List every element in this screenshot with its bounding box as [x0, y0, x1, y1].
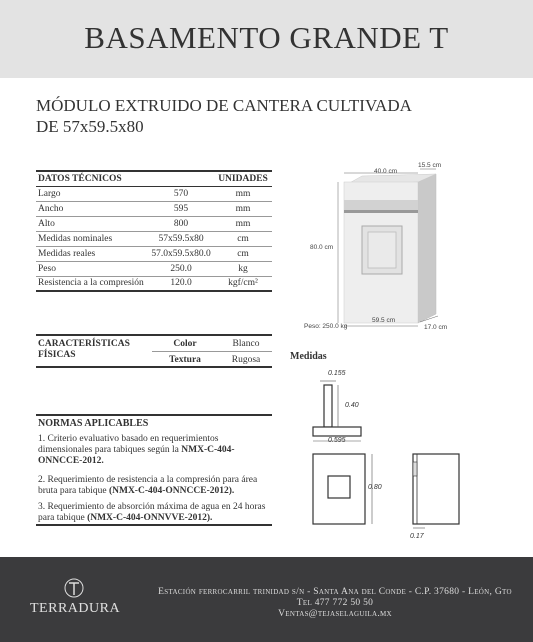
brand-name: TERRADURA [30, 601, 121, 616]
table-header-cell: DATOS TÉCNICOS [36, 171, 148, 186]
texture-key: Textura [169, 355, 201, 365]
table-cell: cm [214, 231, 272, 246]
table-cell: 57x59.5x80 [148, 231, 214, 246]
standard-2-text: 2. Requerimiento de resistencia a la compresión para área bruta para tabique [38, 475, 258, 496]
table-cell: Peso [36, 261, 148, 276]
table-cell: mm [214, 216, 272, 231]
table-cell: 570 [148, 186, 214, 201]
standard-1-text: 1. Criterio evaluativo basado en requerimientos dimensionales para tabiques según la [38, 434, 219, 455]
footer-email: Ventas@tejaselaguila.mx [278, 609, 392, 619]
dim-0-80: 0.80 [368, 484, 382, 491]
characteristics-label-line-2: FÍSICAS [38, 350, 76, 360]
table-cell: cm [214, 246, 272, 261]
table-cell: mm [214, 201, 272, 216]
header-band [0, 0, 533, 78]
table-cell: Largo [36, 186, 148, 201]
standard-3-code: (NMX-C-404-ONNVVE-2012). [87, 513, 213, 523]
footer-address: Estación ferrocarril trinidad s/n - Santa Ana del Conde - C.P. 37680 - León, Gto [158, 587, 512, 597]
table-cell: kgf/cm² [214, 276, 272, 291]
dim-label-40cm: 40.0 cm [374, 168, 398, 175]
standard-3 [38, 502, 270, 524]
footer [0, 557, 533, 642]
dim-0-595: 0.595 [328, 437, 346, 444]
table-cell: 120.0 [148, 276, 214, 291]
table-cell: 57.0x59.5x80.0 [148, 246, 214, 261]
front-view-drawing [310, 452, 390, 532]
table-row [36, 231, 272, 246]
page-title: BASAMENTO GRANDE T [84, 20, 449, 55]
table-row [36, 276, 272, 291]
table-row [36, 216, 272, 231]
subtitle-line-1: MÓDULO EXTRUIDO DE CANTERA CULTIVADA [36, 96, 412, 115]
table-cell: Alto [36, 216, 148, 231]
technical-data-table [36, 170, 272, 292]
table-header-cell: UNIDADES [214, 171, 272, 186]
table-cell: Resistencia a la compresión [36, 276, 148, 291]
table-row [36, 186, 272, 201]
standard-1-code: NMX-C-404-ONNCCE-2012. [38, 445, 235, 466]
table-cell: 800 [148, 216, 214, 231]
dim-0-40: 0.40 [345, 402, 359, 409]
dim-label-80cm: 80.0 cm [310, 244, 334, 251]
table-row [36, 261, 272, 276]
side-view-drawing [405, 452, 465, 532]
table-cell: Medidas reales [36, 246, 148, 261]
dim-0-17: 0.17 [410, 533, 424, 540]
standards-title: NORMAS APLICABLES [38, 418, 149, 429]
dim-label-17cm: 17.0 cm [424, 324, 448, 331]
table-cell: mm [214, 186, 272, 201]
standard-1 [38, 434, 270, 467]
dim-label-59-5cm: 59.5 cm [372, 317, 396, 324]
characteristics-label-line-1: CARACTERÍSTICAS [38, 339, 130, 349]
table-row [36, 201, 272, 216]
texture-row [152, 353, 272, 368]
standard-3-text: 3. Requerimiento de absorción máxima de agua en 24 horas para tabique [38, 502, 266, 523]
standard-2-code: (NMX-C-404-ONNCCE-2012). [108, 486, 235, 496]
standard-2 [38, 475, 270, 497]
weight-label: Peso: 250.0 kg [304, 323, 348, 330]
color-key: Color [173, 339, 197, 349]
table-cell: 250.0 [148, 261, 214, 276]
color-row [152, 337, 272, 352]
texture-value: Rugosa [231, 355, 261, 365]
dim-label-15-5cm: 15.5 cm [418, 162, 442, 169]
physical-characteristics [36, 334, 272, 368]
table-cell: kg [214, 261, 272, 276]
color-value: Blanco [232, 339, 260, 349]
table-row [36, 246, 272, 261]
terradura-logo-icon [64, 577, 84, 599]
applicable-standards [36, 414, 272, 526]
characteristics-label [38, 339, 130, 361]
table-header-cell [148, 171, 214, 186]
subtitle-line-2: DE 57x59.5x80 [36, 117, 144, 136]
product-subtitle [36, 95, 412, 137]
dim-0-155: 0.155 [328, 370, 346, 377]
medidas-title: Medidas [290, 351, 327, 362]
footer-phone: Tel 477 772 50 50 [296, 598, 374, 608]
table-cell: 595 [148, 201, 214, 216]
table-header-row [36, 171, 272, 186]
table-cell: Ancho [36, 201, 148, 216]
table-cell: Medidas nominales [36, 231, 148, 246]
